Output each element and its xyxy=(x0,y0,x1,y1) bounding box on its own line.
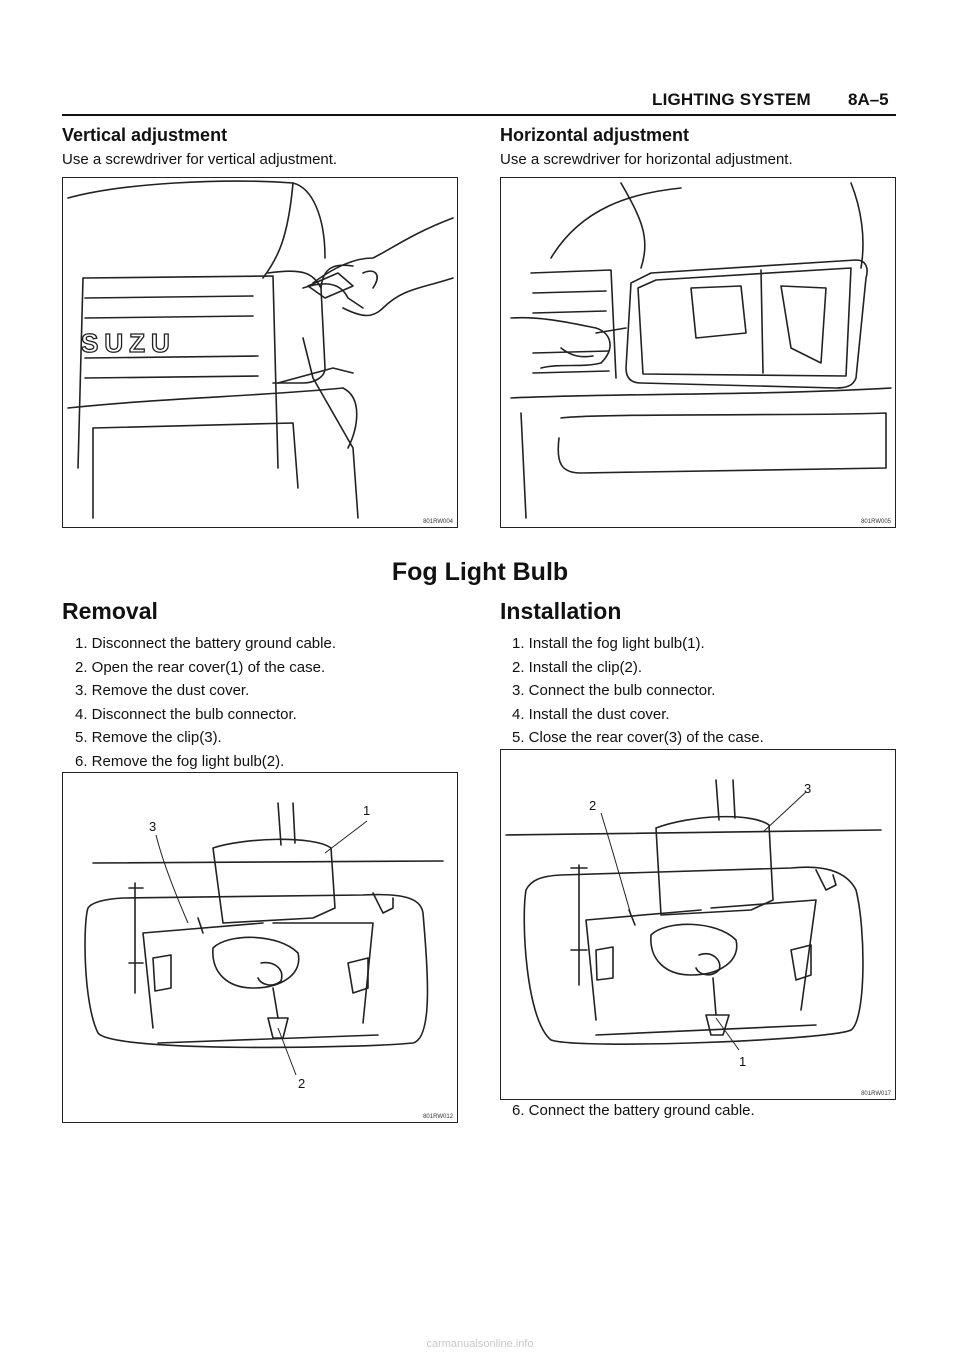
footer-watermark[interactable]: carmanualsonline.info xyxy=(426,1338,534,1350)
installation-final-step: 6. Connect the battery ground cable. xyxy=(512,1102,755,1119)
installation-figure-code: 801RW017 xyxy=(861,1091,891,1097)
installation-step: 4. Install the dust cover. xyxy=(512,705,670,723)
header-rule xyxy=(62,114,896,116)
removal-step: 5. Remove the clip(3). xyxy=(75,729,222,746)
installation-illustration xyxy=(501,750,895,1099)
removal-callout-3: 3 xyxy=(149,819,157,834)
section-header-title: LIGHTING SYSTEM xyxy=(652,90,811,109)
installation-step: 5. Close the rear cover(3) of the case. xyxy=(512,729,764,746)
installation-step: 1. Install the fog light bulb(1). xyxy=(512,635,705,652)
horizontal-adjustment-figure xyxy=(500,177,896,528)
vertical-adjustment-text: Use a screwdriver for vertical adjustment. xyxy=(62,151,338,168)
installation-figure xyxy=(500,749,896,1100)
installation-callout-3: 3 xyxy=(804,781,812,796)
horizontal-adjustment-illustration xyxy=(501,178,895,527)
horizontal-adjustment-text: Use a screwdriver for horizontal adjustment. xyxy=(500,151,793,168)
removal-step: 6. Remove the fog light bulb(2). xyxy=(75,752,285,770)
removal-figure-code: 801RW012 xyxy=(423,1114,453,1120)
installation-steps xyxy=(512,632,764,750)
removal-step: 1. Disconnect the battery ground cable. xyxy=(75,635,336,652)
page-number: 8A–5 xyxy=(848,90,889,109)
vertical-figure-code: 801RW004 xyxy=(423,519,453,525)
horizontal-figure-code: 801RW005 xyxy=(861,519,891,525)
removal-illustration xyxy=(63,773,457,1122)
vertical-adjustment-heading: Vertical adjustment xyxy=(62,125,228,145)
removal-step: 3. Remove the dust cover. xyxy=(75,682,250,699)
installation-step: 2. Install the clip(2). xyxy=(512,658,643,676)
installation-step: 3. Connect the bulb connector. xyxy=(512,682,716,699)
installation-callout-2: 2 xyxy=(589,798,597,813)
removal-step: 2. Open the rear cover(1) of the case. xyxy=(75,658,326,676)
vertical-adjustment-figure xyxy=(62,177,458,528)
removal-step: 4. Disconnect the bulb connector. xyxy=(75,705,297,723)
horizontal-adjustment-heading: Horizontal adjustment xyxy=(500,125,690,145)
removal-callout-1: 1 xyxy=(363,803,371,818)
removal-heading: Removal xyxy=(62,598,158,624)
removal-callout-2: 2 xyxy=(298,1076,306,1091)
installation-heading: Installation xyxy=(500,598,622,624)
removal-steps xyxy=(75,632,336,773)
removal-figure xyxy=(62,772,458,1123)
installation-callout-1: 1 xyxy=(739,1054,747,1069)
grille-logo: SUZU xyxy=(81,328,176,358)
section-title: Fog Light Bulb xyxy=(391,558,569,586)
